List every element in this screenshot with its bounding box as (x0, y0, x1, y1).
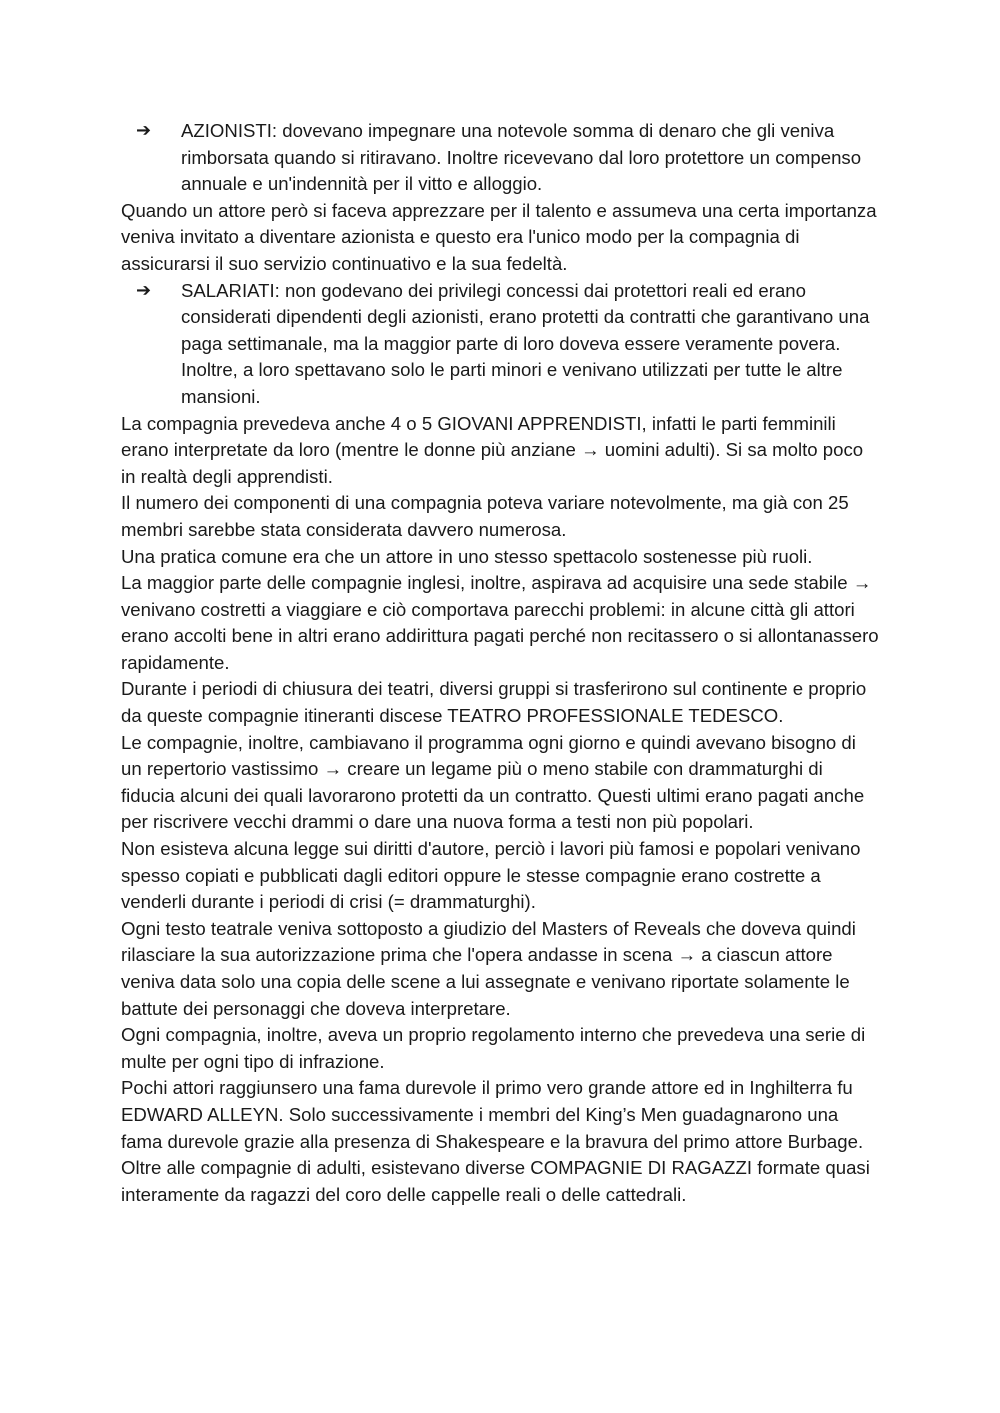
paragraph-compagnie-ragazzi: Oltre alle compagnie di adulti, esistevano diverse COMPAGNIE DI RAGAZZI formate quasi interamente da ragazzi del coro delle cappelle reali o delle cattedrali. (121, 1157, 870, 1205)
bullet-salariati (121, 278, 881, 411)
bullet-text: SALARIATI: non godevano dei privilegi concessi dai protettori reali ed erano considerati dipendenti degli azionisti, erano protetti da contratti che garantivano una paga settimanale, ma la maggior parte di loro doveva essere veramente povera. Inoltre, a loro spettavano solo le parti minori e venivano utilizzati per tutte le altre mansioni. (181, 279, 870, 407)
paragraph-masters-of-reveals: Ogni testo teatrale veniva sottoposto a giudizio del Masters of Reveals che doveva quindi rilasciare la sua autorizzazione prima che l'opera andasse in scena → a ciascun attore veniva data solo una copia delle scene a lui assegnate e venivano riportate solamente le battute dei personaggi che doveva interpretare. (121, 917, 856, 1019)
document-page (121, 118, 881, 1208)
heavy-right-arrow-icon: ➔ (136, 120, 152, 141)
paragraph-sede-stabile: La maggior parte delle compagnie inglesi, inoltre, aspirava ad acquisire una sede stabile → venivano costretti a viaggiare e ciò comportava parecchi problemi: in alcune città gli attori erano accolti bene in altri erano addirittura pagati perché non recitassero o si allontanassero rapidamente. (121, 572, 879, 673)
paragraph-repertorio: Le compagnie, inoltre, cambiavano il programma ogni giorno e quindi avevano bisogno di un repertorio vastissimo → creare un legame più o meno stabile con drammaturghi di fiducia alcuni dei quali lavorarono protetti da un contratto. Questi ultimi erano pagati anche per riscrivere vecchi drammi o dare una nuova forma a testi non più popolari. (121, 731, 865, 833)
bullet-text: AZIONISTI: dovevano impegnare una notevole somma di denaro che gli veniva rimborsata quando si ritiravano. Inoltre ricevevano dal loro protettore un compenso annuale e un'indennità per il vitto e alloggio. (181, 120, 862, 195)
paragraph-diritti-autore: Non esisteva alcuna legge sui diritti d'autore, perciò i lavori più famosi e popolari venivano spesso copiati e pubblicati dagli editori oppure le stesse compagnie erano costrette a venderli durante i periodi di crisi (= drammaturghi). (121, 838, 861, 913)
paragraph-apprendisti: La compagnia prevedeva anche 4 o 5 GIOVANI APPRENDISTI, infatti le parti femminili erano interpretate da loro (mentre le donne più anziane → uomini adulti). Si sa molto poco in realtà degli apprendisti. (121, 412, 864, 487)
paragraph-fama-attori: Pochi attori raggiunsero una fama durevole il primo vero grande attore ed in Inghilterra fu EDWARD ALLEYN. Solo successivamente i membri del King’s Men guadagnarono una fama durevole grazie alla presenza di Shakespeare e la bravura del primo attore Burbage. (121, 1077, 864, 1152)
paragraph-regolamento: Ogni compagnia, inoltre, aveva un proprio regolamento interno che prevedeva una serie di multe per ogni tipo di infrazione. (121, 1024, 866, 1072)
paragraph-chiusura-teatri: Durante i periodi di chiusura dei teatri, diversi gruppi si trasferirono sul continente e proprio da queste compagnie itineranti discese TEATRO PROFESSIONALE TEDESCO. (121, 678, 867, 727)
paragraph-numero-componenti: Il numero dei componenti di una compagnia poteva variare notevolmente, ma già con 25 membri sarebbe stata considerata davvero numerosa. (121, 492, 849, 540)
paragraph-azionista-invito: Quando un attore però si faceva apprezzare per il talento e assumeva una certa importanza veniva invitato a diventare azionista e questo era l'unico modo per la compagnia di assicurarsi il suo servizio continuativo e la sua fedeltà. (121, 199, 877, 274)
paragraph-pratica-comune: Una pratica comune era che un attore in uno stesso spettacolo sostenesse più ruoli. (121, 545, 813, 567)
bullet-azionisti (121, 118, 881, 198)
heavy-right-arrow-icon: ➔ (136, 279, 152, 301)
